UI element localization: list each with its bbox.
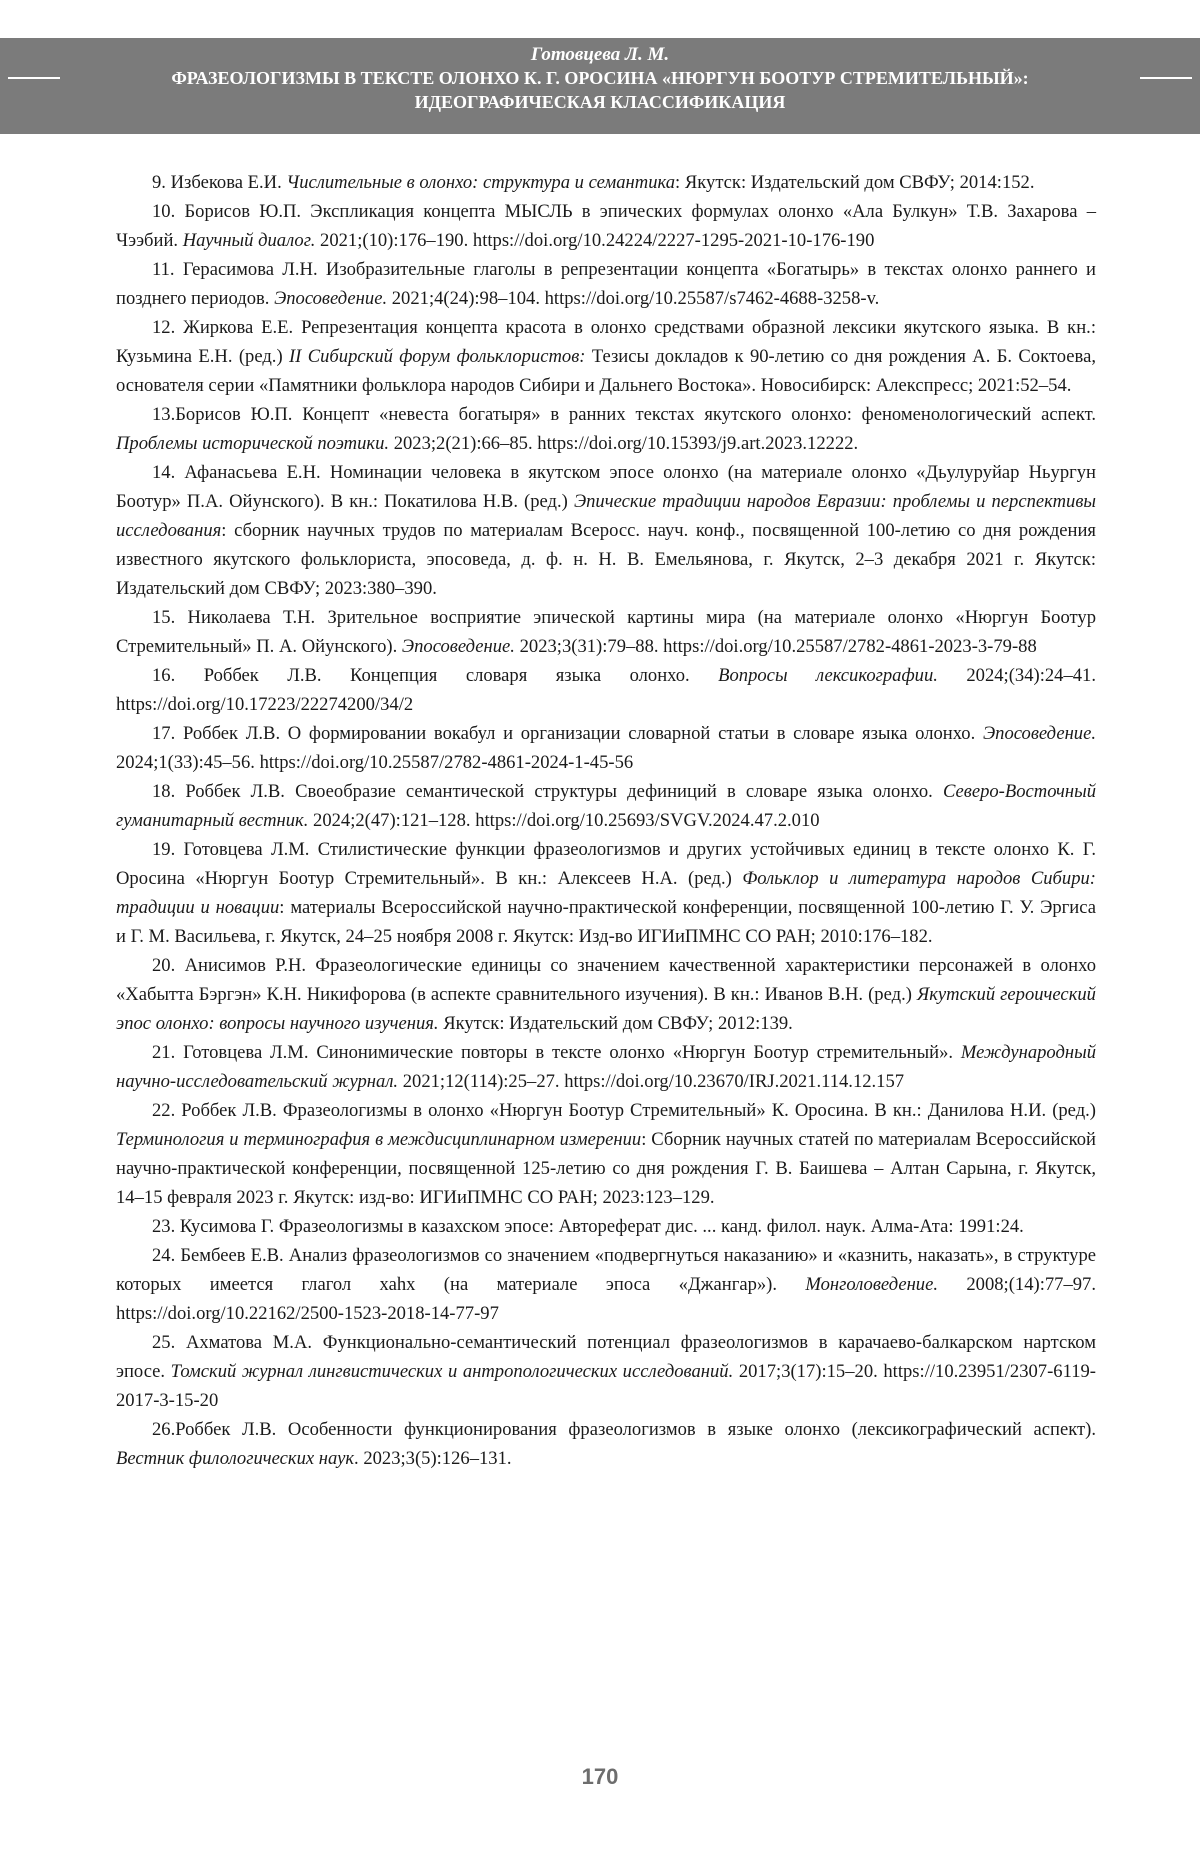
reference-text: 2024;2(47):121–128. https://doi.org/10.25693/SVGV.2024.47.2.010 [308,810,820,831]
reference-item [116,777,1096,835]
reference-text: : Сборник научных статей по материалам Всероссийской научно-практической конференции, посвященной 125-летию со дня рождения Г. В. Баишева – Алтан Сарына, г. Якутск, 14–15 февраля 2023 г. Якутск: изд-во: ИГИиПМНС СО РАН; 2023:123–129. [116,1129,1096,1208]
reference-text: 18. Роббек Л.В. Своеобразие семантической структуры дефиниций в словаре языка олонхо. [152,781,943,802]
reference-source-title: Эпические традиции народов Евразии: проблемы и перспективы исследования [116,491,1096,541]
reference-text: Якутск: Издательский дом СВФУ; 2012:139. [438,1013,793,1034]
header-title-text-1: ФРАЗЕОЛОГИЗМЫ В ТЕКСТЕ ОЛОНХО К. Г. ОРОСИНА «НЮРГУН БООТУР СТРЕМИТЕЛЬНЫЙ»: [171,68,1029,88]
reference-item [116,835,1096,951]
reference-text: 19. Готовцева Л.М. Стилистические функции фразеологизмов и других устойчивых единиц в тексте олонхо К. Г. Оросина «Нюргун Боотур Стремительный». В кн.: Алексеев Н.А. (ред.) [116,839,1096,889]
reference-list [116,168,1096,1473]
reference-text: 2021;(10):176–190. https://doi.org/10.24224/2227-1295-2021-10-176-190 [315,230,875,251]
reference-text: 2023;2(21):66–85. https://doi.org/10.15393/j9.art.2023.12222. [389,433,859,454]
reference-text: 16. Роббек Л.В. Концепция словаря языка олонхо. [152,665,719,686]
reference-text: 2008;(14):77–97. https://doi.org/10.22162/2500-1523-2018-14-77-97 [116,1274,1096,1324]
header-author: Готовцева Л. М. [530,44,670,65]
reference-text: 13.Борисов Ю.П. Концепт «невеста богатыря» в ранних текстах якутского олонхо: феноменологический аспект. [152,404,1096,425]
reference-source-title: Числительные в олонхо: структура и семантика [286,172,676,193]
reference-source-title: II Сибирский форум фольклористов: [288,346,586,367]
header-rule-left [8,77,60,79]
reference-item [116,1212,1096,1241]
reference-text: 14. Афанасьева Е.Н. Номинации человека в якутском эпосе олонхо (на материале олонхо «Дьулуруйар Ньургун Боотур» П.А. Ойунского). В кн.: Покатилова Н.В. (ред.) [116,462,1096,512]
reference-item [116,1415,1096,1473]
reference-item [116,719,1096,777]
reference-text: : сборник научных трудов по материалам Всеросс. науч. конф., посвященной 100-летию со дня рождения известного якутского фольклориста, эпосоведа, д. ф. н. Н. В. Емельянова, г. Якутск, 2–3 декабря 2021 г. Якутск: Издательский дом СВФУ; 2023:380–390. [116,520,1096,599]
reference-text: : Якутск: Издательский дом СВФУ; 2014:152. [675,172,1035,193]
reference-text: 2021;4(24):98–104. https://doi.org/10.25587/s7462-4688-3258-v. [387,288,880,309]
reference-text: 25. Ахматова М.А. Функционально-семантический потенциал фразеологизмов в карачаево-балкарском нартском эпосе. [116,1332,1096,1382]
reference-source-title: Монголоведение. [805,1274,939,1295]
reference-text: : материалы Всероссийской научно-практической конференции, посвященной 100-летию Г. У. Эргиса и Г. М. Васильева, г. Якутск, 24–25 ноября 2008 г. Якутск: Изд-во ИГИиПМНС СО РАН; 2010:176–182. [116,897,1096,947]
reference-item [116,603,1096,661]
reference-source-title: Международный научно-исследовательский журнал. [116,1042,1096,1092]
reference-item [116,458,1096,603]
reference-text: 17. Роббек Л.В. О формировании вокабул и организации словарной статьи в словаре языка олонхо. [152,723,983,744]
reference-item [116,1241,1096,1328]
reference-source-title: Фольклор и литература народов Сибири: традиции и новации [116,868,1096,918]
reference-source-title: Эпосоведение. [274,288,388,309]
reference-text: 26.Роббек Л.В. Особенности функционирования фразеологизмов в языке олонхо (лексикографический аспект). [152,1419,1096,1440]
reference-text: 20. Анисимов Р.Н. Фразеологические единицы со значением качественной характеристики персонажей в олонхо «Хабытта Бэргэн» К.Н. Никифорова (в аспекте сравнительного изучения). В кн.: Иванов В.Н. (ред.) [116,955,1096,1005]
header-rule-right [1140,77,1192,79]
page-number: 170 [581,1764,619,1789]
reference-text: 2023;3(31):79–88. https://doi.org/10.25587/2782-4861-2023-3-79-88 [514,636,1037,657]
reference-item [116,400,1096,458]
reference-item [116,168,1096,197]
reference-source-title: Томский журнал лингвистических и антропологических исследований. [170,1361,734,1382]
reference-item [116,255,1096,313]
reference-item [116,197,1096,255]
reference-text: 22. Роббек Л.В. Фразеологизмы в олонхо «Нюргун Боотур Стремительный» К. Оросина. В кн.: Данилова Н.И. (ред.) [152,1100,1096,1121]
reference-source-title: Эпосоведение. [982,723,1096,744]
reference-item [116,951,1096,1038]
reference-text: 10. Борисов Ю.П. Экспликация концепта МЫСЛЬ в эпических формулах олонхо «Ала Булкун» Т.В. Захарова – Чээбий. [116,201,1096,251]
reference-text: 12. Жиркова Е.Е. Репрезентация концепта красота в олонхо средствами образной лексики якутского языка. В кн.: Кузьмина Е.Н. (ред.) [116,317,1096,367]
reference-text: Тезисы докладов к 90-летию со дня рождения А. Б. Соктоева, основателя серии «Памятники фольклора народов Сибири и Дальнего Востока». Новосибирск: Алекспресс; 2021:52–54. [116,346,1096,396]
reference-text: 21. Готовцева Л.М. Синонимические повторы в тексте олонхо «Нюргун Боотур стремительный». [152,1042,961,1063]
reference-text: 24. Бембеев Е.В. Анализ фразеологизмов со значением «подвергнуться наказанию» и «казнить, наказать», в структуре которых имеется глагол хаһх (на материале эпоса «Джангар»). [116,1245,1096,1295]
reference-item [116,661,1096,719]
reference-source-title: Проблемы исторической поэтики. [116,433,390,454]
reference-source-title: Вопросы лексикографии. [718,665,938,686]
reference-text: 2017;3(17):15–20. https://10.23951/2307-6119-2017-3-15-20 [116,1361,1096,1411]
reference-text: 15. Николаева Т.Н. Зрительное восприятие эпической картины мира (на материале олонхо «Нюргун Боотур Стремительный» П. А. Ойунского). [116,607,1096,657]
reference-item [116,1038,1096,1096]
reference-source-title: Терминология и терминография в междисциплинарном измерении [116,1129,642,1150]
reference-text: 2021;12(114):25–27. https://doi.org/10.23670/IRJ.2021.114.12.157 [398,1071,905,1092]
reference-source-title: Вестник филологических наук [116,1448,355,1469]
reference-text: 11. Герасимова Л.Н. Изобразительные глаголы в репрезентации концепта «Богатырь» в текстах олонхо раннего и позднего периодов. [116,259,1096,309]
reference-item [116,313,1096,400]
header-title-line-2: ИДЕОГРАФИЧЕСКАЯ КЛАССИФИКАЦИЯ [414,92,786,112]
reference-item [116,1328,1096,1415]
reference-text: 23. Кусимова Г. Фразеологизмы в казахском эпосе: Автореферат дис. ... канд. филол. наук. Алма-Ата: 1991:24. [152,1216,1024,1237]
running-header [0,38,1200,134]
header-title-line-1 [0,66,1200,90]
reference-source-title: Эпосоведение. [401,636,515,657]
reference-text: 2024;1(33):45–56. https://doi.org/10.25587/2782-4861-2024-1-45-56 [116,752,634,773]
reference-source-title: Научный диалог. [182,230,316,251]
reference-source-title: Якутский героический эпос олонхо: вопросы научного изучения. [116,984,1096,1034]
reference-text: 2024;(34):24–41. https://doi.org/10.17223/22274200/34/2 [116,665,1097,715]
reference-source-title: Северо-Восточный гуманитарный вестник. [116,781,1096,831]
reference-text: . 2023;3(5):126–131. [354,1448,512,1469]
reference-item [116,1096,1096,1212]
reference-text: 9. Избекова Е.И. [152,172,287,193]
